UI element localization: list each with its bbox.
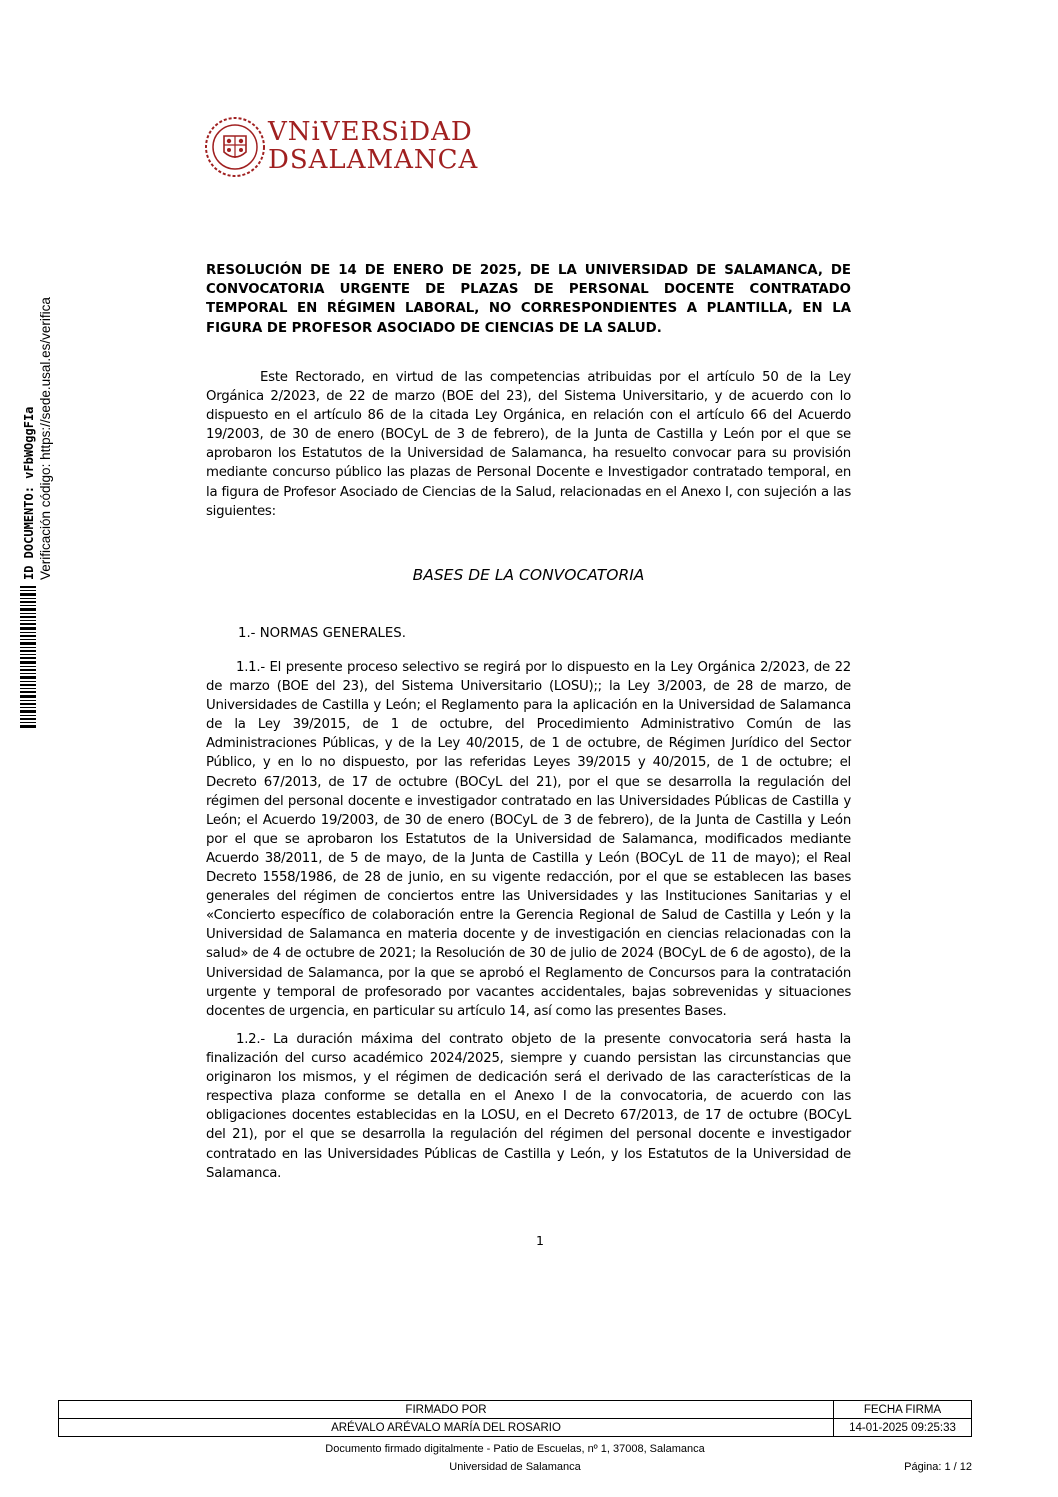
university-seal-icon — [204, 116, 266, 178]
section-heading: 1.- NORMAS GENERALES. — [238, 626, 406, 641]
intro-paragraph: Este Rectorado, en virtud de las competencias atribuidas por el artículo 50 de la Ley Orgánica 2/2023, de 22 de marzo (BOE del 23), del Sistema Universitario, y de acuerdo con lo dispuesto en el artículo 86 de la citada Ley Orgánica, en relación con el artículo 66 del Acuerdo 19/2003, de 30 de enero (BOCyL de 3 de febrero), de la Junta de Castilla y León por el que se aprobaron los Estatutos de la Universidad de Salamanca, ha resuelto convocar para su provisión mediante concurso público las plazas de Personal Docente e Investigador contratado temporal, en la figura de Profesor Asociado de Ciencias de la Salud, relacionadas en el Anexo I, con sujeción a las siguientes: — [206, 370, 851, 519]
verification-strip — [20, 270, 56, 730]
signed-by-header: FIRMADO POR — [59, 1401, 834, 1419]
footer-page-count: Página: 1 / 12 — [904, 1461, 972, 1473]
document-title: RESOLUCIÓN DE 14 DE ENERO DE 2025, DE LA UNIVERSIDAD DE SALAMANCA, DE CONVOCATORIA URGENTE DE PLAZAS DE PERSONAL DOCENTE CONTRATADO TEMPORAL EN RÉGIMEN LABORAL, NO CORRESPONDIENTES A PLANTILLA, EN LA FIGURA DE PROFESOR ASOCIADO DE CIENCIAS DE LA SALUD. — [206, 263, 851, 336]
document-id: ID DOCUMENTO: vFbWOggFIa — [22, 406, 36, 580]
university-logo — [204, 116, 479, 178]
paragraph-1-2: 1.2.- La duración máxima del contrato objeto de la presente convocatoria será hasta la finalización del curso académico 2024/2025, siempre y cuando persistan las circunstancias que originaron los mismos, y el régimen de dedicación será el derivado de las características de la respectiva plaza conforme se detalla en el Anexo I de la convocatoria, de acuerdo con las obligaciones docentes establecidas en la LOSU, en el Decreto 67/2013, de 17 de octubre (BOCyL del 21), por el que se desarrolla la regulación del régimen del personal docente e investigador contratado en las Universidades Públicas de Castilla y León, y los Estatutos de la Universidad de Salamanca. — [206, 1032, 851, 1181]
footer-address: Documento firmado digitalmente - Patio de Escuelas, nº 1, 37008, Salamanca — [325, 1443, 705, 1455]
signer-name: ARÉVALO ARÉVALO MARÍA DEL ROSARIO — [59, 1419, 834, 1437]
page-number: 1 — [536, 1233, 544, 1248]
logo-text-line2: DSALAMANCA — [268, 145, 479, 175]
date-header: FECHA FIRMA — [834, 1401, 972, 1419]
bases-heading: BASES DE LA CONVOCATORIA — [412, 566, 645, 584]
signature-table — [58, 1400, 972, 1437]
footer-university: Universidad de Salamanca — [449, 1461, 581, 1473]
verification-url: Verificación código: https://sede.usal.es/verifica — [38, 297, 53, 580]
logo-text-line1: VNiVERSiDAD — [268, 117, 473, 147]
paragraph-1-1: 1.1.- El presente proceso selectivo se regirá por lo dispuesto en la Ley Orgánica 2/2023, de 22 de marzo (BOE del 23), del Sistema Universitario (LOSU);; la Ley 3/2003, de 28 de marzo, de Universidades de Castilla y León; el Reglamento para la aplicación en la Universidad de Salamanca de la Ley 39/2015, de 1 de octubre, del Procedimiento Administrativo Común de las Administraciones Públicas, y de la Ley 40/2015, de 1 de octubre, de Régimen Jurídico del Sector Público, y en lo no dispuesto, por las referidas Leyes 39/2015 y 40/2015, de 1 de octubre; el Decreto 67/2013, de 17 de octubre (BOCyL del 21), por el que se desarrolla la regulación del régimen del personal docente e investigador contratado en las Universidades Públicas de Castilla y León; el Acuerdo 19/2003, de 30 de enero (BOCyL de 3 de febrero), de la Junta de Castilla y León por el que se aprobaron los Estatutos de la Universidad de Salamanca, modificados mediante Acuerdo 38/2011, de 5 de mayo, de la Junta de Castilla y León (BOCyL de 11 de mayo); el Real Decreto 1558/1986, de 28 de junio, en su vigente redacción, por el que se establecen las bases generales del régimen de conciertos entre las Universidades y las Instituciones Sanitarias y el «Concierto específico de colaboración entre la Gerencia Regional de Salud de Castilla y León y la Universidad de Salamanca en materia docente y de investigación en ciencias relacionadas con la salud» de 4 de octubre de 2021; la Resolución de 30 de julio de 2024 (BOCyL de 6 de agosto), de la Universidad de Salamanca, por la que se aprobó el Reglamento de Concursos para la contratación urgente y temporal de profesorado por vacantes accidentales, bajas sobrevenidas y situaciones docentes de urgencia, en particular su artículo 14, así como las presentes Bases. — [206, 660, 851, 1019]
barcode-icon — [20, 586, 36, 730]
signature-date: 14-01-2025 09:25:33 — [834, 1419, 972, 1437]
